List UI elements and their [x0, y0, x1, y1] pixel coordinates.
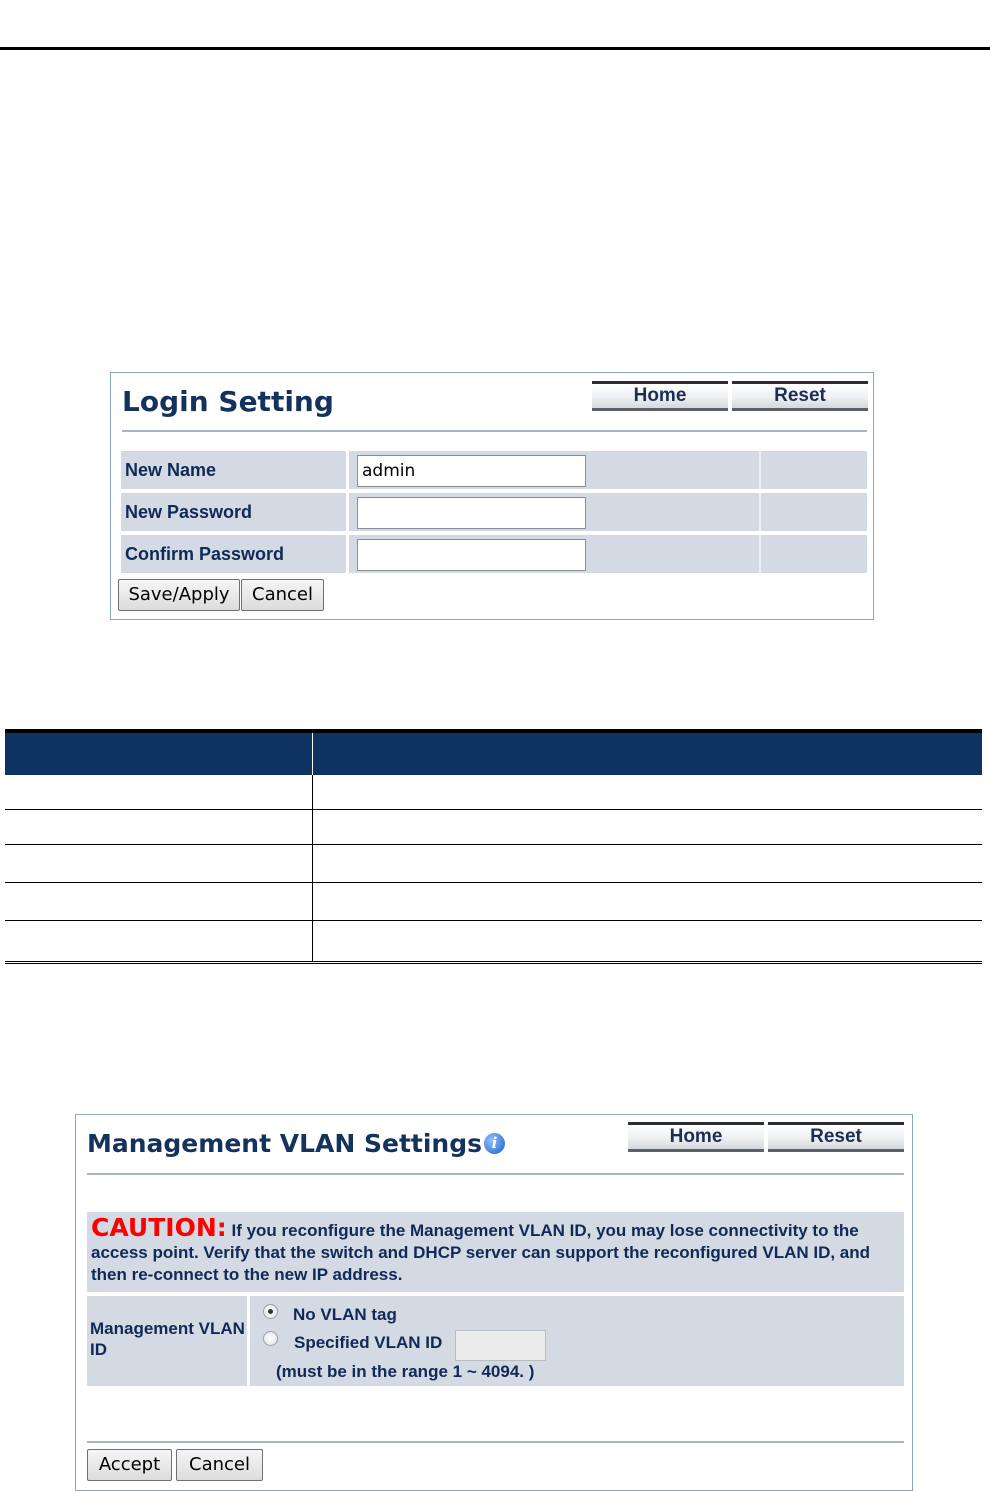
reset-button[interactable]: Reset	[732, 381, 868, 411]
management-vlan-id-label: Management VLAN ID	[87, 1296, 250, 1386]
table-cell	[5, 810, 313, 845]
caution-word: CAUTION:	[91, 1213, 227, 1242]
management-vlan-id-row	[87, 1296, 904, 1386]
table-row	[5, 845, 982, 883]
caution-message	[87, 1212, 904, 1292]
new-password-row	[121, 493, 867, 531]
new-password-field-cell	[352, 493, 867, 531]
vlan-range-hint	[276, 1362, 534, 1382]
table-cell	[313, 810, 983, 845]
range-prefix: (must be in the range	[276, 1362, 453, 1381]
new-password-input[interactable]	[357, 497, 586, 529]
vlan-settings-panel	[75, 1114, 913, 1491]
login-setting-panel	[110, 372, 874, 620]
home-button[interactable]: Home	[592, 381, 728, 411]
table-header-row	[5, 731, 982, 775]
login-setting-title: Login Setting	[122, 385, 334, 418]
vlan-settings-title-text: Management VLAN Settings	[87, 1129, 482, 1158]
table-row	[5, 810, 982, 845]
table-header-cell	[313, 731, 983, 775]
save-apply-button[interactable]: Save/Apply	[118, 579, 240, 611]
confirm-password-input[interactable]	[357, 539, 586, 571]
table-row	[5, 775, 982, 810]
confirm-password-label: Confirm Password	[121, 535, 349, 573]
vlan-settings-title	[87, 1129, 505, 1158]
new-name-input[interactable]	[357, 455, 586, 487]
confirm-password-row	[121, 535, 867, 573]
home-button[interactable]: Home	[628, 1122, 764, 1152]
new-name-field-cell	[352, 451, 867, 489]
table-cell	[313, 883, 983, 921]
table-cell	[5, 921, 313, 963]
parameter-table	[5, 729, 982, 964]
new-name-label: New Name	[121, 451, 349, 489]
reset-button[interactable]: Reset	[768, 1122, 904, 1152]
column-divider	[759, 493, 761, 531]
new-name-row	[121, 451, 867, 489]
range-suffix: )	[524, 1362, 535, 1381]
footer-divider	[87, 1441, 904, 1443]
column-divider	[759, 535, 761, 573]
range-value: 1 ~ 4094.	[452, 1362, 525, 1381]
title-divider	[122, 430, 867, 432]
caution-text: If you reconfigure the Management VLAN ID, you may lose connectivity to the access point. Verify that the switch and DHCP server can support the reconfigured VLAN ID, and then re-connect to the new IP address.	[91, 1221, 871, 1284]
column-divider	[759, 451, 761, 489]
title-divider	[87, 1173, 904, 1175]
table-cell	[5, 775, 313, 810]
accept-button[interactable]: Accept	[87, 1449, 172, 1481]
cancel-button[interactable]: Cancel	[241, 579, 324, 611]
vlan-id-input[interactable]	[455, 1330, 546, 1361]
table-cell	[5, 845, 313, 883]
info-icon[interactable]: i	[484, 1133, 505, 1154]
table-row	[5, 921, 982, 963]
table-header-cell	[5, 731, 313, 775]
specified-vlan-id-radio[interactable]	[263, 1331, 278, 1346]
table-cell	[313, 921, 983, 963]
table-row	[5, 883, 982, 921]
table-cell	[313, 775, 983, 810]
new-password-label: New Password	[121, 493, 349, 531]
confirm-password-field-cell	[352, 535, 867, 573]
no-vlan-tag-radio[interactable]	[263, 1304, 278, 1319]
page-header-rule	[0, 47, 990, 50]
no-vlan-tag-label[interactable]: No VLAN tag	[293, 1305, 397, 1324]
cancel-button[interactable]: Cancel	[176, 1449, 263, 1481]
specified-vlan-id-label[interactable]: Specified VLAN ID	[294, 1333, 443, 1352]
table-cell	[5, 883, 313, 921]
table-cell	[313, 845, 983, 883]
